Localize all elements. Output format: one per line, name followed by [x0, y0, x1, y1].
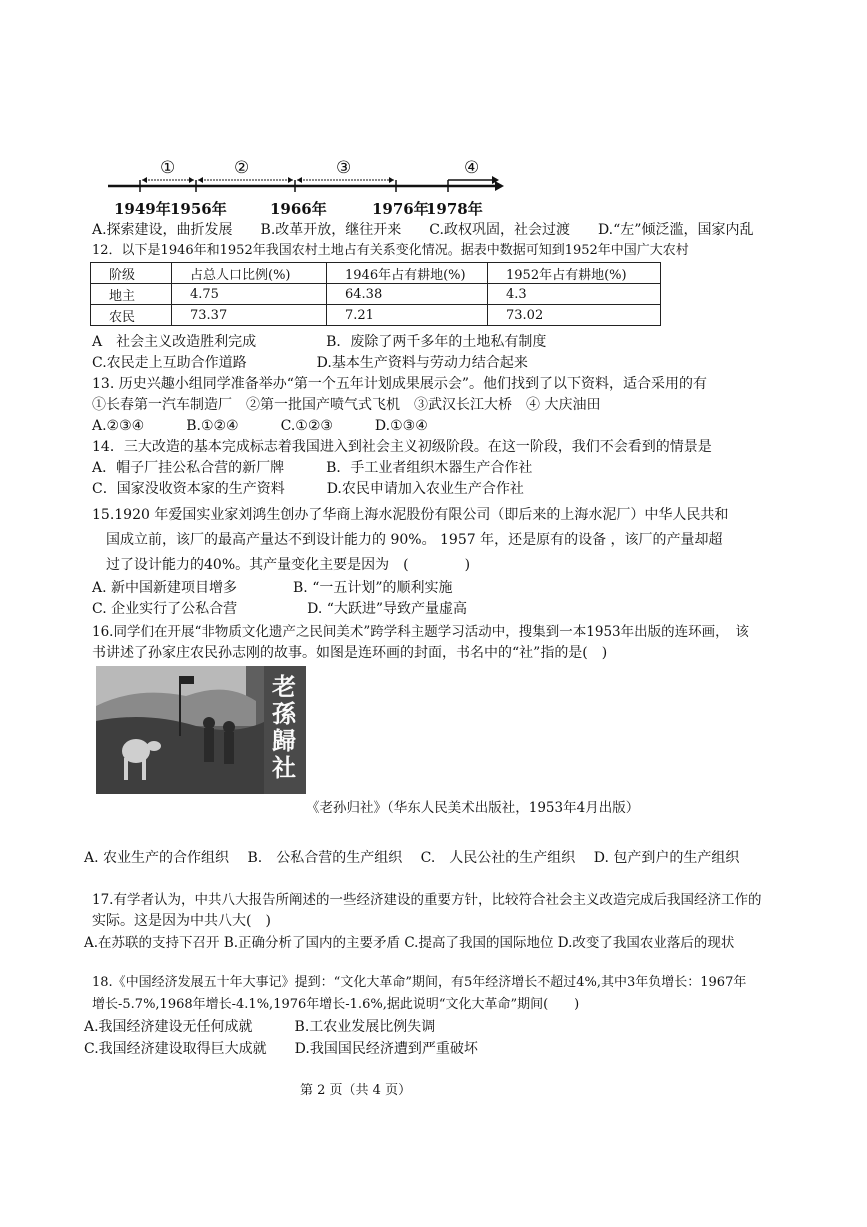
q17-line-2: 实际。这是因为中共八大( ) — [92, 913, 271, 929]
table-row — [91, 284, 661, 305]
timeline — [100, 158, 520, 218]
q17-line-1: 17.有学者认为，中共八大报告所阐述的一些经济建设的重要方针，比较符合社会主义改造完成后我国经济工作的 — [92, 892, 762, 908]
table-cell: 农民 — [91, 305, 172, 326]
table-header-cell: 1952年占有耕地(%) — [488, 263, 661, 284]
q14-stem: 14．三大改造的基本完成标志着我国进入到社会主义初级阶段。在这一阶段，我们不会看到的情景是 — [92, 439, 712, 455]
q13-stem: 13. 历史兴趣小组同学准备举办“第一个五年计划成果展示会”。他们找到了以下资料，适合采用的有 — [92, 376, 708, 392]
q14-options-cd: C．国家没收资本家的生产资料 D.农民申请加入农业生产合作社 — [92, 481, 524, 497]
timeline-marker-4: ④ — [464, 158, 480, 178]
q15-line-3: 过了设计能力的40%。其产量变化主要是因为 ( ) — [106, 557, 471, 573]
table-cell: 73.37 — [172, 305, 327, 326]
q15-options-cd: C. 企业实行了公私合营 D. “大跃进”导致产量虚高 — [92, 601, 468, 617]
q18-options-ab: A.我国经济建设无任何成就 B.工农业发展比例失调 — [84, 1019, 436, 1035]
table-header-row — [91, 263, 661, 284]
q14-options-ab: A．帽子厂挂公私合营的新厂牌 B．手工业者组织木器生产合作社 — [92, 460, 533, 476]
q12-options-ab: A 社会主义改造胜利完成 B．废除了两千多年的土地私有制度 — [92, 334, 547, 350]
q18-options-cd: C.我国经济建设取得巨大成就 D.我国国民经济遭到严重破坏 — [84, 1041, 478, 1057]
q16-line-2: 书讲述了孙家庄农民孙志刚的故事。如图是连环画的封面，书名中的“社”指的是( ) — [92, 645, 608, 661]
table-header-cell: 阶级 — [91, 263, 172, 284]
page-footer: 第 2 页（共 4 页） — [300, 1083, 412, 1098]
timeline-year-1976: 1976年 — [372, 200, 429, 218]
timeline-marker-2: ② — [234, 158, 250, 178]
comic-caption: 《老孙归社》（华东人民美术出版社，1953年4月出版） — [306, 800, 640, 816]
table-cell: 4.3 — [488, 284, 661, 305]
timeline-year-1966: 1966年 — [270, 200, 327, 218]
table-cell: 7.21 — [327, 305, 488, 326]
land-table — [90, 262, 661, 326]
q15-line-1: 15.1920 年爱国实业家刘鸿生创办了华商上海水泥股份有限公司（即后来的上海水泥厂）中华人民共和 — [92, 507, 729, 523]
table-cell: 4.75 — [172, 284, 327, 305]
q15-options-ab: A. 新中国新建项目增多 B. “一五计划”的顺利实施 — [92, 580, 453, 596]
table-cell: 地主 — [91, 284, 172, 305]
q18-line-2: 增长-5.7%,1968年增长-4.1%,1976年增长-1.6%,据此说明“文化大革命”期间( ) — [92, 997, 580, 1012]
q18-line-1: 18.《中国经济发展五十年大事记》提到：“文化大革命”期间，有5年经济增长不超过4%,其中3年负增长：1967年 — [92, 975, 747, 990]
timeline-year-1949: 1949年 — [114, 200, 171, 218]
timeline-year-1956: 1956年 — [170, 200, 227, 218]
comic-cover-title: 老孫歸社 — [272, 673, 296, 782]
q16-line-1: 16.同学们在开展“非物质文化遗产之民间美术”跨学科主题学习活动中，搜集到一本1953年出版的连环画， 该 — [92, 624, 749, 640]
table-row — [91, 305, 661, 326]
timeline-marker-3: ③ — [336, 158, 352, 178]
timeline-year-1978: 1978年 — [426, 200, 483, 218]
q12-stem: 12．以下是1946年和1952年我国农村土地占有关系变化情况。据表中数据可知到1952年中国广大农村 — [92, 243, 689, 258]
comic-cover-image — [96, 666, 306, 794]
q11-options: A.探索建设，曲折发展 B.改革开放，继往开来 C.政权巩固，社会过渡 D.“左”倾泛滥，国家内乱 — [92, 222, 754, 238]
table-header-cell: 1946年占有耕地(%) — [327, 263, 488, 284]
table-cell: 64.38 — [327, 284, 488, 305]
q13-items: ①长春第一汽车制造厂 ②第一批国产喷气式飞机 ③武汉长江大桥 ④ 大庆油田 — [92, 397, 601, 413]
q16-options: A. 农业生产的合作组织 B. 公私合营的生产组织 C. 人民公社的生产组织 D. 包产到户的生产组织 — [84, 850, 740, 866]
timeline-marker-1: ① — [160, 158, 176, 178]
q13-options: A.②③④ B.①②④ C.①②③ D.①③④ — [92, 418, 428, 434]
q17-options: A.在苏联的支持下召开 B.正确分析了国内的主要矛盾 C.提高了我国的国际地位 D.改变了我国农业落后的现状 — [84, 935, 735, 951]
q15-line-2: 国成立前，该厂的最高产量达不到设计能力的 90%。 1957 年，还是原有的设备 ，该厂的产量却超 — [106, 532, 723, 548]
table-cell: 73.02 — [488, 305, 661, 326]
table-header-cell: 占总人口比例(%) — [172, 263, 327, 284]
q12-options-cd: C.农民走上互助合作道路 D.基本生产资料与劳动力结合起来 — [92, 355, 528, 371]
